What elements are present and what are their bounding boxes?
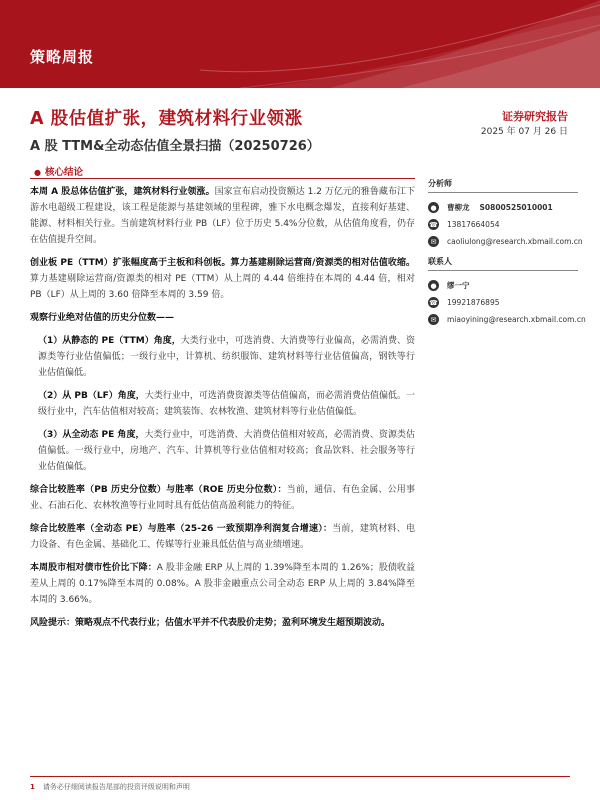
bullet-icon: ● [34, 168, 41, 177]
footer-disclaimer[interactable]: 请务必仔细阅读报告尾部的投资评级说明和声明 [42, 783, 190, 791]
person-icon: ● [428, 280, 439, 291]
email-icon: ✉ [428, 314, 439, 325]
page-number: 1 [30, 783, 35, 791]
report-date: 2025 年 07 月 26 日 [480, 127, 568, 137]
paragraph-lead: 本周 A 股总体估值扩张，建筑材料行业领涨。 [30, 187, 215, 197]
report-type-label: 证券研究报告 [502, 110, 568, 123]
contact-email[interactable]: miaoyining@research.xbmail.com.cn [447, 315, 586, 324]
analyst-email[interactable]: caoliulong@research.xbmail.com.cn [447, 237, 583, 246]
analyst-cert: S0800525010001 [479, 203, 553, 212]
paragraph [30, 482, 415, 514]
paragraph-lead: （2）从 PB（LF）角度， [38, 391, 145, 401]
analyst-heading: 分析师 [428, 178, 578, 193]
paragraph-lead: （1）从静态的 PE（TTM）角度， [38, 336, 181, 346]
contact-email-row[interactable] [428, 311, 586, 328]
paragraph-text: 大类行业中，可选消费、大消费等行业偏高，必需消费、资源类等行业估值偏低；一级行业中，计算机、纺织服饰、建筑材料等行业估值偏高，钢铁等行业估值偏低。 [38, 336, 415, 378]
paragraph-lead: 风险提示：策略观点不代表行业；估值水平并不代表股价走势；盈利环境发生超预期波动。 [30, 618, 391, 628]
contact-heading: 联系人 [428, 256, 578, 271]
core-conclusion-body [30, 184, 415, 638]
header-title: 策略周报 [30, 48, 95, 66]
paragraph-lead: 综合比较胜率（全动态 PE）与胜率（25-26 一致预期净利润复合增速）： [30, 524, 333, 534]
analyst-phone-row [428, 216, 578, 233]
core-conclusion-heading [34, 164, 83, 178]
paragraph [30, 310, 415, 326]
analyst-phone: 13817664054 [447, 220, 500, 229]
paragraph-text: A 股非金融 ERP 从上周的 1.39%降至本周的 1.26%；股债收益差从上周的 0.17%降至本周的 0.08%。A 股非金融重点公司全动态 ERP 从上周的 3.84%降至本周的 3.66%。 [30, 563, 415, 605]
header-band [0, 0, 600, 88]
paragraph [30, 333, 415, 381]
paragraph [30, 427, 415, 475]
paragraph-lead: 创业板 PE（TTM）扩张幅度高于主板和科创板。算力基建剔除运营商/资源类的相对估值收缩。 [30, 258, 415, 268]
paragraph-lead: 观察行业绝对估值的历史分位数—— [30, 313, 175, 323]
phone-icon: ☎ [429, 220, 438, 229]
paragraph-lead: （3）从全动态 PE 角度， [38, 430, 145, 440]
contact-phone: 19921876895 [447, 298, 500, 307]
paragraph [30, 255, 415, 303]
person-icon: ● [428, 202, 439, 213]
analyst-name-row [428, 199, 578, 216]
footer [30, 782, 190, 792]
analyst-sidebar [428, 178, 586, 328]
contact-phone-row [428, 294, 578, 311]
paragraph-text: 当前，建筑材料、电力设备、有色金属、基础化工、传媒等行业兼具低估值与高业绩增速。 [30, 524, 415, 550]
header-decoration [200, 0, 600, 88]
paragraph [30, 521, 415, 553]
core-conclusion-label: 核心结论 [44, 167, 83, 178]
paragraph-text: 当前，通信、有色金属、公用事业、石油石化、农林牧渔等行业同时具有低估值高盈利能力的特征。 [30, 485, 415, 511]
footer-divider [30, 776, 570, 777]
paragraph [30, 388, 415, 420]
paragraph [30, 560, 415, 608]
analyst-name: 曹柳龙 [447, 203, 470, 212]
paragraph-text: 大类行业中，可选消费资源类等估值偏高，而必需消费估值偏低。一级行业中，汽车估值相对较高；建筑装饰、农林牧渔、建筑材料等行业估值偏低。 [38, 391, 415, 417]
paragraph [30, 184, 415, 248]
paragraph-lead: 综合比较胜率（PB 历史分位数）与胜率（ROE 历史分位数）： [30, 485, 287, 495]
page-title: A 股估值扩张，建筑材料行业领涨 [30, 109, 303, 129]
phone-icon: ☎ [429, 298, 438, 307]
paragraph-text: 国家宣布启动投资额达 1.2 万亿元的雅鲁藏布江下游水电超级工程建设，该工程是能源与基建领域的里程碑，雅下水电概念爆发，直接利好基建、能源、材料相关行业。当前建筑材料行业 PB（LF）位于历史 5.4%分位数，从估值角度看，仍存在估值提升空间。 [30, 187, 415, 245]
paragraph-text: 大类行业中，可选消费、大消费估值相对较高，必需消费、资源类估值偏低。一级行业中，房地产、汽车、计算机等行业估值相对较高；食品饮料、社会服务等行业估值偏低。 [38, 430, 415, 472]
paragraph-text: 算力基建剔除运营商/资源类的相对 PE（TTM）从上周的 4.44 倍维持在本周的 4.44 倍，相对 PB（LF）从上周的 3.60 倍降至本周的 3.59 倍。 [30, 274, 415, 300]
paragraph [30, 615, 415, 631]
section-divider [30, 178, 415, 179]
page-subtitle: A 股 TTM&全动态估值全景扫描（20250726） [30, 139, 320, 154]
email-icon: ✉ [428, 236, 439, 247]
contact-name-row [428, 277, 578, 294]
paragraph-lead: 本周股市相对债市性价比下降： [30, 563, 157, 573]
analyst-email-row[interactable] [428, 233, 583, 250]
contact-name: 缪一宁 [447, 281, 470, 290]
